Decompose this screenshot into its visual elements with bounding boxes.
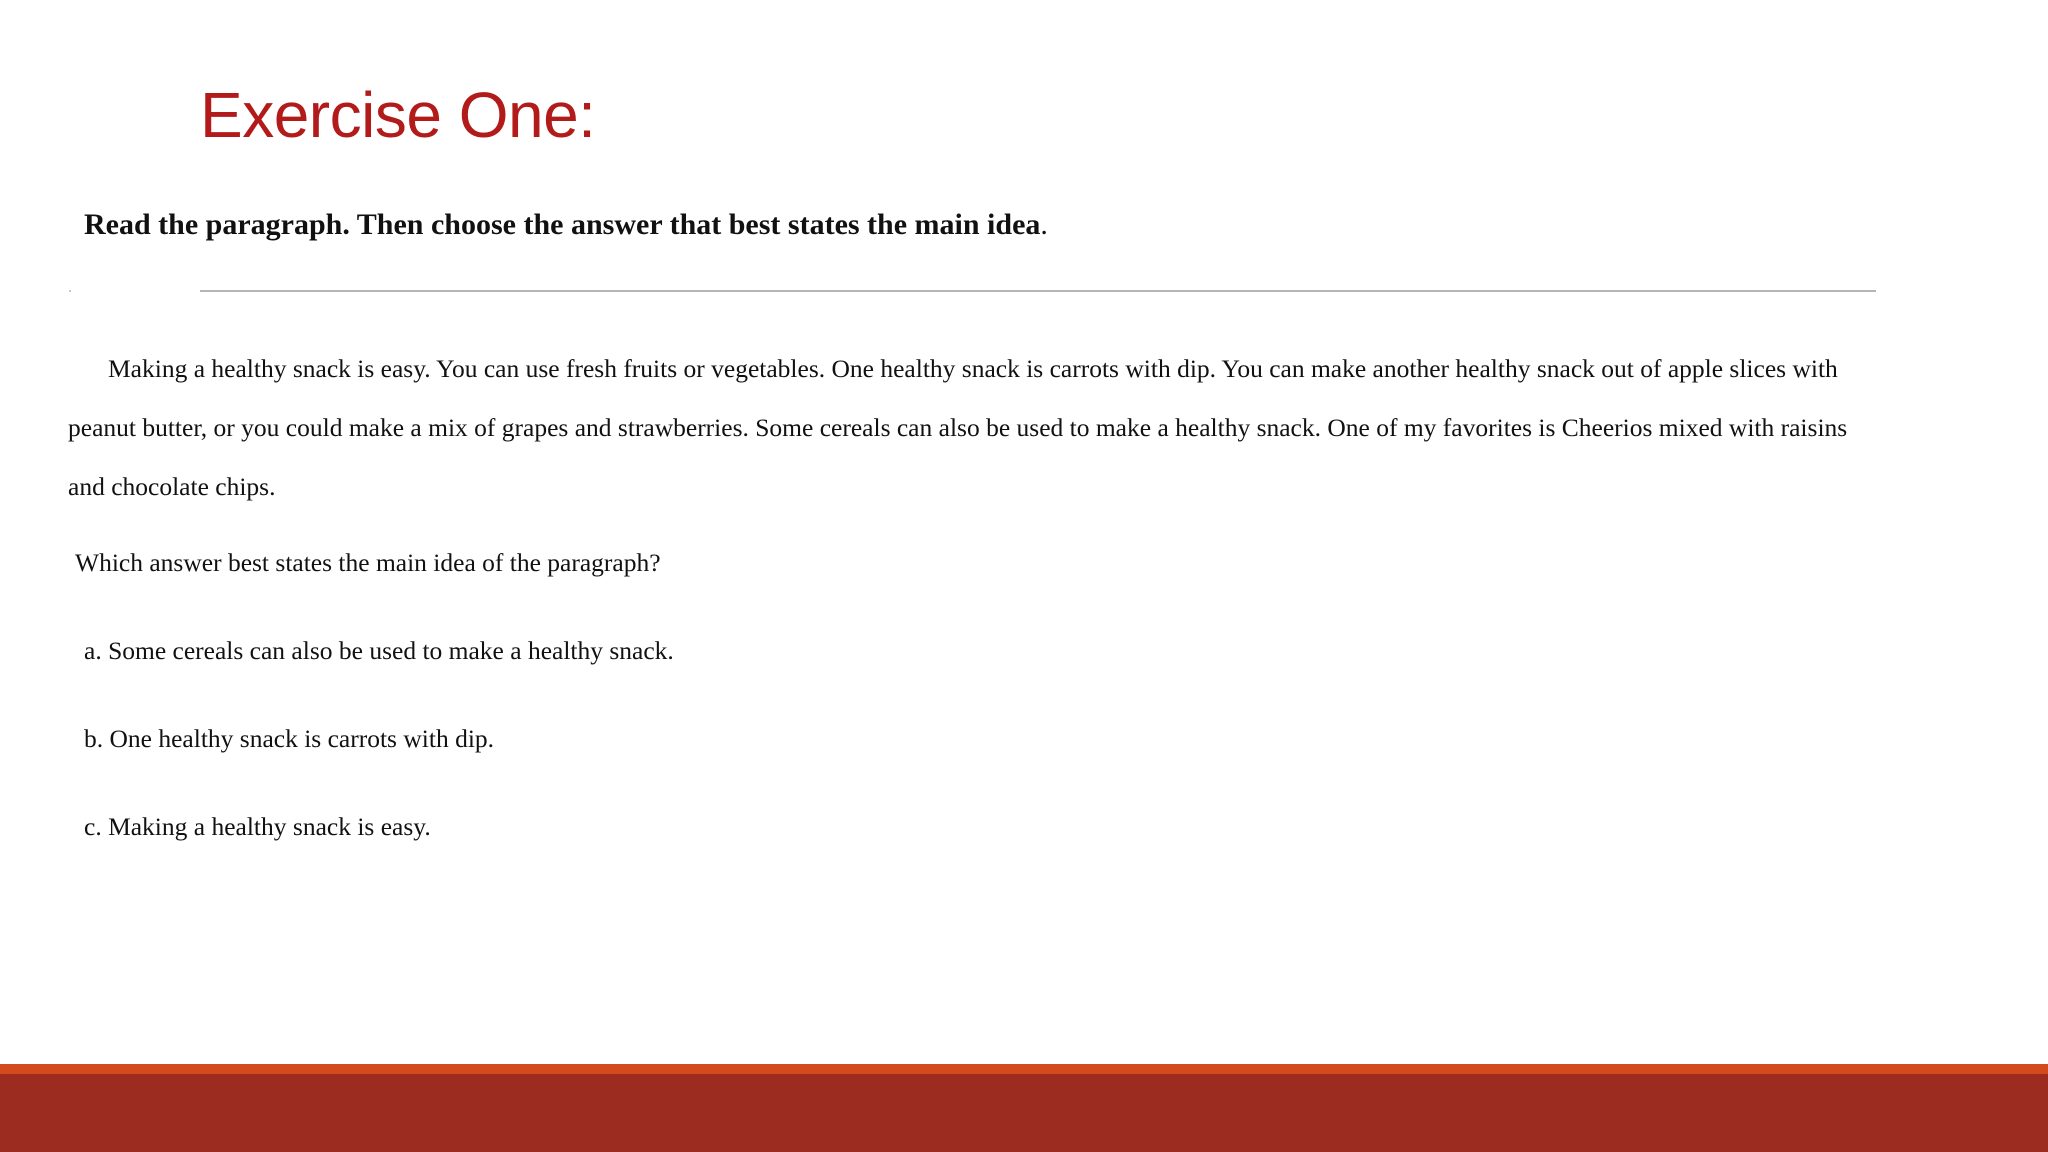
instruction-period: .: [1040, 208, 1048, 241]
paragraph-line: and chocolate chips.: [68, 472, 276, 501]
paragraph-line: peanut butter, or you could make a mix of grapes and strawberries. Some cereals can also be used to make a healthy snack. One of my favorites is Cheerios mixed with raisins: [68, 413, 1848, 442]
question-text: Which answer best states the main idea of the paragraph?: [75, 548, 661, 577]
instruction-bold: Read the paragraph. Then choose the answer that best states the main idea: [84, 208, 1041, 241]
divider-line: [200, 290, 1876, 292]
option-a: a. Some cereals can also be used to make a healthy snack.: [84, 636, 674, 665]
reading-paragraph: [68, 339, 1868, 516]
footer-accent-stripe: [0, 1064, 2048, 1074]
slide-title: Exercise One:: [200, 79, 596, 151]
option-c: c. Making a healthy snack is easy.: [84, 812, 431, 841]
footer-bar: [0, 1074, 2048, 1152]
stray-dot: [69, 290, 71, 292]
option-b: b. One healthy snack is carrots with dip.: [84, 724, 495, 753]
instruction-text: [84, 208, 1048, 242]
paragraph-line: Making a healthy snack is easy. You can use fresh fruits or vegetables. One healthy snack is carrots with dip. You can make another healthy snack out of apple slices with: [108, 354, 1838, 383]
